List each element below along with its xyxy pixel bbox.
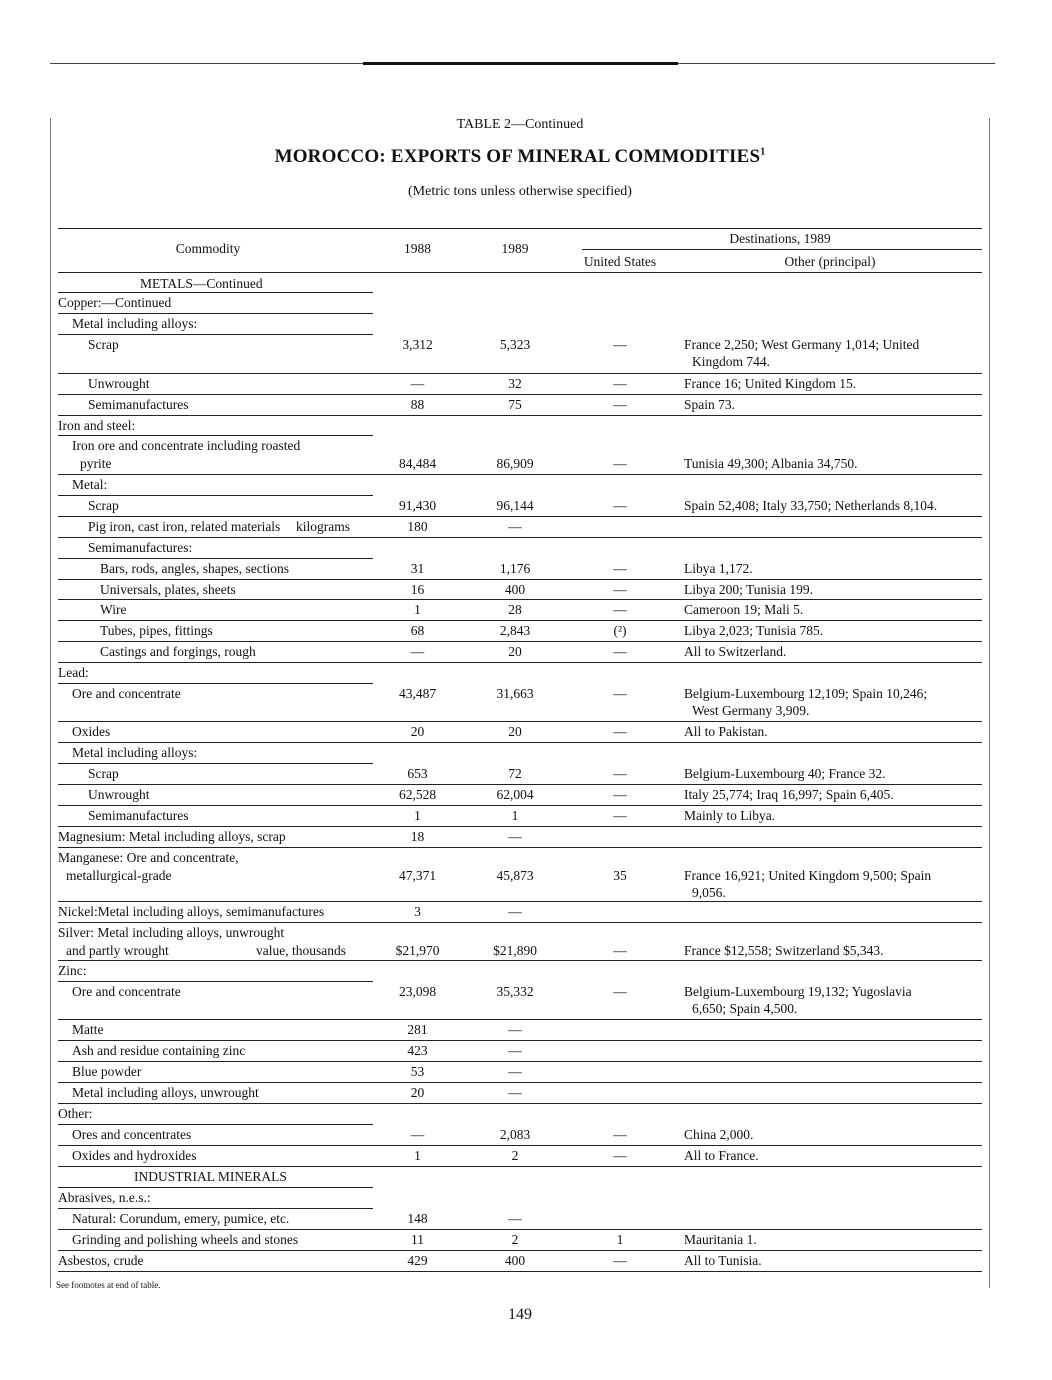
- row-label: Scrap: [88, 337, 119, 352]
- table-title-text: MOROCCO: EXPORTS OF MINERAL COMMODITIES: [274, 146, 761, 167]
- row-rule: [58, 1166, 982, 1167]
- row-label: Universals, plates, sheets: [100, 582, 236, 597]
- header-bottom-rule: [58, 272, 982, 273]
- row-label: Silver: Metal including alloys, unwrought: [58, 925, 285, 940]
- row-rule: [58, 579, 982, 580]
- footnote: See footnotes at end of table.: [56, 1280, 161, 1290]
- cell-1989: 2,083: [499, 1127, 531, 1142]
- cell-1988: 68: [410, 623, 425, 638]
- row-label: Oxides: [72, 724, 111, 739]
- column-header-commodity: Commodity: [175, 241, 241, 256]
- row-rule: [58, 1019, 982, 1020]
- cell-other-destinations: Belgium-Luxembourg 12,109; Spain 10,246;: [684, 686, 928, 701]
- cell-1988: 281: [407, 1022, 428, 1037]
- cell-other-destinations: Cameroon 19; Mali 5.: [684, 602, 804, 617]
- destinations-rule: [582, 249, 982, 250]
- title-footnote-marker: 1: [760, 146, 766, 158]
- cell-1988: —: [410, 1127, 425, 1142]
- cell-united-states: 1: [616, 1232, 624, 1247]
- cell-1988: $21,970: [395, 943, 440, 958]
- row-label: INDUSTRIAL MINERALS: [134, 1169, 287, 1184]
- cell-1989: 31,663: [496, 686, 534, 701]
- row-rule: [58, 1187, 373, 1188]
- row-rule: [58, 721, 982, 722]
- cell-other-destinations: Belgium-Luxembourg 19,132; Yugoslavia: [684, 984, 912, 999]
- cell-united-states: —: [613, 561, 627, 576]
- row-label: Asbestos, crude: [58, 1253, 144, 1268]
- cell-united-states: —: [613, 943, 627, 958]
- row-label: Manganese: Ore and concentrate,: [58, 850, 239, 865]
- row-label-continued: and partly wrought: [66, 943, 169, 958]
- row-rule: [58, 474, 982, 475]
- row-rule: [58, 415, 982, 416]
- cell-other-destinations-continued: Kingdom 744.: [692, 354, 771, 369]
- cell-1989: 20: [508, 644, 522, 659]
- cell-1989: —: [508, 1064, 522, 1079]
- row-rule: [58, 742, 982, 743]
- row-label-continued: pyrite: [80, 456, 112, 471]
- cell-1989: 2: [511, 1148, 519, 1163]
- cell-1989: 32: [508, 376, 522, 391]
- row-rule: [58, 334, 373, 335]
- cell-other-destinations: Libya 1,172.: [684, 561, 753, 576]
- cell-1988: 20: [410, 724, 425, 739]
- row-label: Copper:—Continued: [58, 295, 172, 310]
- cell-1988: —: [410, 644, 425, 659]
- cell-united-states: —: [613, 1148, 627, 1163]
- cell-1989: 400: [504, 1253, 526, 1268]
- cell-other-destinations: Italy 25,774; Iraq 16,997; Spain 6,405.: [684, 787, 894, 802]
- cell-other-destinations: Spain 73.: [684, 397, 736, 412]
- row-rule: [58, 784, 982, 785]
- cell-1988: 3,312: [402, 337, 433, 352]
- cell-united-states: —: [613, 602, 627, 617]
- row-label: Bars, rods, angles, shapes, sections: [100, 561, 289, 576]
- cell-1988: 91,430: [398, 498, 437, 513]
- row-rule: [58, 1082, 982, 1083]
- row-rule: [58, 847, 982, 848]
- cell-1989: 62,004: [496, 787, 534, 802]
- row-rule: [58, 1124, 373, 1125]
- cell-1988: 84,484: [398, 456, 437, 471]
- row-rule: [58, 826, 982, 827]
- cell-1988: 20: [410, 1085, 425, 1100]
- page-number: 149: [508, 1306, 532, 1323]
- row-label-continued: metallurgical-grade: [66, 868, 172, 883]
- cell-1989: 20: [508, 724, 522, 739]
- cell-1989: 35,332: [496, 984, 534, 999]
- cell-1988: 180: [407, 519, 428, 534]
- row-rule: [58, 599, 982, 600]
- cell-united-states: (²): [613, 623, 627, 638]
- cell-1989: 86,909: [496, 456, 534, 471]
- cell-other-destinations: All to Switzerland.: [684, 644, 787, 659]
- cell-united-states: —: [613, 337, 627, 352]
- row-rule: [58, 1271, 982, 1272]
- table-top-rule: [58, 228, 982, 229]
- cell-other-destinations-continued: 9,056.: [692, 885, 726, 900]
- row-label: Tubes, pipes, fittings: [100, 623, 213, 638]
- cell-united-states: —: [613, 686, 627, 701]
- cell-1988: 11: [411, 1232, 424, 1247]
- row-rule: [58, 495, 373, 496]
- cell-1988: 16: [410, 582, 425, 597]
- cell-1989: —: [508, 829, 522, 844]
- row-label: Pig iron, cast iron, related materials: [88, 519, 281, 534]
- row-label: Matte: [72, 1022, 104, 1037]
- table-caption: TABLE 2—Continued: [456, 117, 584, 132]
- row-label: Zinc:: [58, 963, 87, 978]
- row-label: METALS—Continued: [140, 276, 263, 291]
- cell-other-destinations: Belgium-Luxembourg 40; France 32.: [684, 766, 886, 781]
- cell-1988: 62,528: [398, 787, 437, 802]
- cell-united-states: —: [613, 787, 627, 802]
- cell-united-states: —: [613, 1253, 627, 1268]
- cell-other-destinations: France 16; United Kingdom 15.: [684, 376, 857, 391]
- cell-1989: 28: [508, 602, 522, 617]
- cell-1989: —: [508, 1043, 522, 1058]
- row-rule: [58, 394, 982, 395]
- row-label: Ash and residue containing zinc: [72, 1043, 246, 1058]
- column-header-1988: 1988: [404, 241, 431, 256]
- row-label: Ore and concentrate: [72, 686, 181, 701]
- cell-1989: 45,873: [496, 868, 534, 883]
- cell-1988: 653: [407, 766, 428, 781]
- row-rule: [58, 763, 373, 764]
- cell-united-states: —: [613, 1127, 627, 1142]
- right-margin-rule: [989, 118, 990, 1288]
- row-label: Castings and forgings, rough: [100, 644, 256, 659]
- cell-1989: —: [508, 904, 522, 919]
- cell-1989: $21,890: [493, 943, 537, 958]
- cell-1988: 43,487: [398, 686, 437, 701]
- cell-1988: 423: [407, 1043, 428, 1058]
- cell-other-destinations: All to Pakistan.: [684, 724, 768, 739]
- cell-1989: 1: [511, 808, 519, 823]
- cell-other-destinations: Spain 52,408; Italy 33,750; Netherlands 8,104.: [684, 498, 938, 513]
- left-margin-rule: [50, 118, 51, 1288]
- row-label: Semimanufactures: [88, 397, 189, 412]
- row-label: Metal:: [72, 477, 108, 492]
- cell-1988: 1: [414, 602, 421, 617]
- cell-other-destinations: Tunisia 49,300; Albania 34,750.: [684, 456, 858, 471]
- top-thick-rule: [363, 62, 678, 65]
- cell-united-states: —: [613, 766, 627, 781]
- row-rule: [58, 662, 982, 663]
- column-header-1989: 1989: [501, 241, 529, 256]
- table-subtitle: (Metric tons unless otherwise specified): [408, 184, 632, 199]
- cell-other-destinations-continued: 6,650; Spain 4,500.: [692, 1001, 798, 1016]
- cell-united-states: —: [613, 984, 627, 999]
- cell-1988: 3: [414, 904, 421, 919]
- cell-1989: 75: [508, 397, 522, 412]
- table-title: [0, 146, 1040, 168]
- cell-1989: 2,843: [499, 623, 531, 638]
- cell-other-destinations: All to Tunisia.: [684, 1253, 762, 1268]
- cell-1988: 31: [410, 561, 425, 576]
- row-label: Ores and concentrates: [72, 1127, 192, 1142]
- cell-1989: 72: [508, 766, 522, 781]
- row-rule: [58, 1040, 982, 1041]
- column-header-destinations: Destinations, 1989: [729, 231, 831, 246]
- cell-1989: —: [508, 519, 522, 534]
- cell-united-states: —: [613, 808, 627, 823]
- cell-other-destinations: Mauritania 1.: [684, 1232, 757, 1247]
- cell-1989: 1,176: [499, 561, 531, 576]
- row-label: Blue powder: [72, 1064, 142, 1079]
- row-rule: [58, 1103, 982, 1104]
- row-label: Iron and steel:: [58, 418, 136, 433]
- row-label: Oxides and hydroxides: [72, 1148, 197, 1163]
- row-unit: kilograms: [296, 519, 350, 534]
- cell-united-states: —: [613, 724, 627, 739]
- cell-united-states: 35: [613, 868, 627, 883]
- cell-other-destinations-continued: West Germany 3,909.: [692, 703, 810, 718]
- row-rule: [58, 683, 373, 684]
- cell-1988: 1: [414, 1148, 421, 1163]
- row-rule: [58, 960, 982, 961]
- row-rule: [58, 1229, 982, 1230]
- row-label: Ore and concentrate: [72, 984, 181, 999]
- cell-1988: 18: [410, 829, 425, 844]
- row-label: Scrap: [88, 498, 119, 513]
- cell-1988: 53: [410, 1064, 425, 1079]
- row-rule: [58, 901, 982, 902]
- row-rule: [58, 1061, 982, 1062]
- cell-1988: —: [410, 376, 425, 391]
- cell-other-destinations: France $12,558; Switzerland $5,343.: [684, 943, 884, 958]
- row-label: Scrap: [88, 766, 119, 781]
- cell-1989: 5,323: [499, 337, 531, 352]
- row-rule: [58, 981, 373, 982]
- row-rule: [58, 1208, 373, 1209]
- row-label: Other:: [58, 1106, 93, 1121]
- cell-other-destinations: All to France.: [684, 1148, 759, 1163]
- cell-1988: 1: [414, 808, 421, 823]
- cell-1989: 2: [511, 1232, 519, 1247]
- row-rule: [58, 1250, 982, 1251]
- cell-1989: —: [508, 1022, 522, 1037]
- row-rule: [58, 620, 982, 621]
- row-label: Lead:: [58, 665, 89, 680]
- row-rule: [58, 313, 373, 314]
- cell-other-destinations: Libya 200; Tunisia 199.: [684, 582, 814, 597]
- row-rule: [58, 805, 982, 806]
- column-header-united-states: United States: [583, 254, 657, 269]
- row-rule: [58, 292, 373, 293]
- cell-other-destinations: Mainly to Libya.: [684, 808, 776, 823]
- row-label: Unwrought: [88, 787, 150, 802]
- cell-1989: 96,144: [496, 498, 534, 513]
- cell-united-states: —: [613, 456, 627, 471]
- column-header-other: Other (principal): [784, 254, 876, 269]
- row-label: Semimanufactures: [88, 808, 189, 823]
- row-rule: [58, 922, 982, 923]
- cell-1989: —: [508, 1211, 522, 1226]
- row-label: Iron ore and concentrate including roasted: [72, 438, 301, 453]
- row-label: Metal including alloys, unwrought: [72, 1085, 259, 1100]
- row-label: Grinding and polishing wheels and stones: [72, 1232, 299, 1247]
- row-rule: [58, 1145, 982, 1146]
- row-label: Magnesium: Metal including alloys, scrap: [58, 829, 286, 844]
- row-label: Natural: Corundum, emery, pumice, etc.: [72, 1211, 290, 1226]
- cell-other-destinations: France 2,250; West Germany 1,014; United: [684, 337, 920, 352]
- row-rule: [58, 516, 982, 517]
- cell-united-states: —: [613, 644, 627, 659]
- row-rule: [58, 641, 982, 642]
- cell-1988: 88: [410, 397, 425, 412]
- row-label: Nickel:Metal including alloys, semimanufactures: [58, 904, 325, 919]
- cell-other-destinations: Libya 2,023; Tunisia 785.: [684, 623, 824, 638]
- row-label: Wire: [100, 602, 127, 617]
- cell-united-states: —: [613, 376, 627, 391]
- row-label: Semimanufactures:: [88, 540, 193, 555]
- cell-1988: 429: [407, 1253, 428, 1268]
- row-label: Abrasives, n.e.s.:: [58, 1190, 151, 1205]
- row-rule: [58, 537, 982, 538]
- row-rule: [58, 558, 373, 559]
- cell-1989: 400: [504, 582, 526, 597]
- cell-1989: —: [508, 1085, 522, 1100]
- cell-other-destinations: China 2,000.: [684, 1127, 754, 1142]
- cell-1988: 23,098: [398, 984, 437, 999]
- cell-1988: 148: [407, 1211, 428, 1226]
- row-unit: value, thousands: [256, 943, 346, 958]
- row-label: Metal including alloys:: [72, 316, 198, 331]
- row-rule: [58, 435, 373, 436]
- cell-united-states: —: [613, 397, 627, 412]
- cell-other-destinations: France 16,921; United Kingdom 9,500; Spain: [684, 868, 932, 883]
- row-label: Unwrought: [88, 376, 150, 391]
- row-rule: [58, 373, 982, 374]
- cell-united-states: —: [613, 498, 627, 513]
- cell-1988: 47,371: [398, 868, 437, 883]
- cell-united-states: —: [613, 582, 627, 597]
- row-label: Metal including alloys:: [72, 745, 198, 760]
